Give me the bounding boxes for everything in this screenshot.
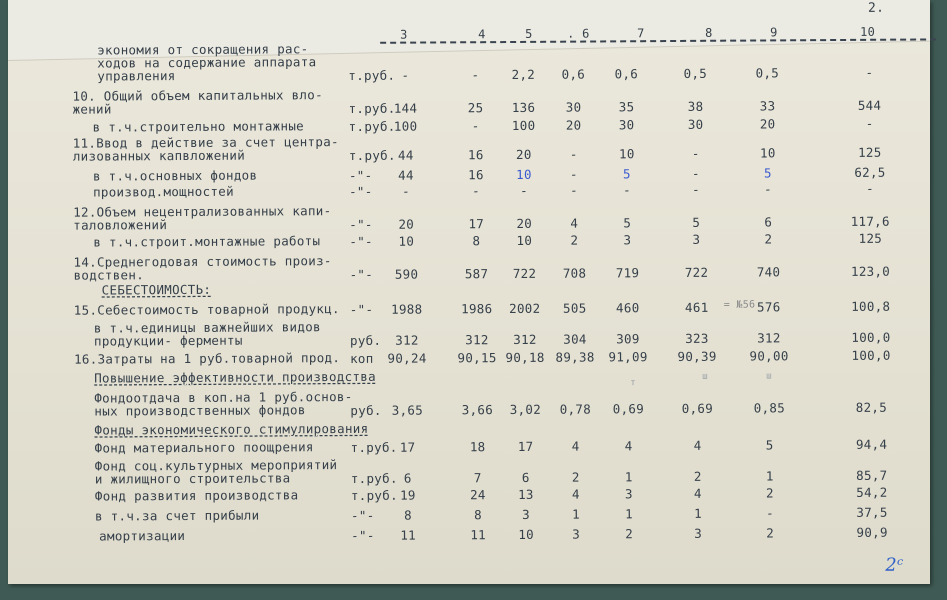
cell-value: 6 bbox=[764, 214, 773, 230]
cell-value: 1 bbox=[694, 505, 702, 521]
cell-value: 312 bbox=[757, 330, 781, 346]
cell-value: 100 bbox=[393, 118, 418, 134]
row-unit: т.руб. bbox=[348, 67, 396, 83]
cell-value: 90,00 bbox=[749, 348, 789, 364]
cell-value: 10 bbox=[618, 146, 635, 162]
cell-value: 16 bbox=[467, 147, 484, 163]
cell-value: 2 bbox=[766, 525, 775, 541]
page-number: 2. bbox=[867, 0, 885, 16]
row-unit: т.руб. bbox=[350, 439, 398, 455]
cell-value: 25 bbox=[467, 100, 484, 116]
cell-value: 2 bbox=[571, 469, 580, 485]
row-unit: -"- bbox=[349, 233, 373, 249]
cell-value: - bbox=[866, 180, 874, 196]
cell-value: 0,78 bbox=[559, 401, 592, 417]
cell-value: 37,5 bbox=[856, 504, 888, 520]
cell-value: 1 bbox=[625, 506, 633, 522]
cell-value: 1 bbox=[765, 468, 774, 484]
column-header: 7 bbox=[637, 26, 645, 41]
cell-value: 6 bbox=[521, 469, 530, 485]
cell-value: 90,39 bbox=[677, 348, 717, 364]
cell-value: 100,8 bbox=[851, 298, 891, 314]
cell-value: 4 bbox=[571, 438, 580, 454]
cell-value: 17 bbox=[399, 439, 416, 455]
row-label: Фонд материального поощрения bbox=[94, 439, 314, 456]
cell-value: 30 bbox=[687, 116, 704, 132]
cell-value: 3,65 bbox=[391, 402, 424, 418]
cell-value: 20 bbox=[516, 215, 533, 231]
row-unit: т.руб. bbox=[350, 487, 398, 503]
row-label: 10. Общий объем капитальных вло- жений bbox=[72, 87, 323, 117]
row-label: Фондоотдача в коп.на 1 руб.основ- ных производственных фондов bbox=[94, 388, 353, 419]
row-label: 12.Объем нецентрализованных капи- таловложений bbox=[73, 203, 332, 233]
column-header: 9 bbox=[770, 25, 778, 40]
cell-value: 90,18 bbox=[505, 349, 545, 366]
cell-value: 4 bbox=[571, 486, 580, 502]
typed-table: 2. 3 4 5 . 6 7 8 9 10 = №56 т ш ш 2ᶜ экономия от сокращения рас- ходов на содержание аппарата управления т.руб. - - 2,2 0,6 0,6 0,5 0,5 - 10. Общий объем капитальных вло- жений т.руб. 144 25 136 30 35 38 33 544 в т.ч.строительно монтажные т.руб. 100 - 100 20 30 30 20 - 11.Ввод в действие за счет центра- лизованных капвложений т.руб. 44 16 20 - 10 - 10 125 в т.ч.основных фондов -"- 44 16 10 - 5 - 5 62,5 производ.мощностей -"- - - - - - - - - 12.Объем нецентрализованных капи- таловложений -"- 20 17 20 4 5 5 6 117,6 в т.ч.строит.монтажные работы -"- 10 8 10 2 3 3 2 125 14.Среднегодовая стоимость произ- водствен. -"- 590 587 722 708 719 722 740 123,0 СЕБЕСТОИМОСТЬ: 15.Себестоимость товарной продукц. -"- 1988 1986 2002 505 460 461 576 100,8 в т.ч.единицы важнейших видов продукции- ферменты руб. 312 312 312 304 309 323 312 100,0 16.Затраты на 1 руб.товарной прод. коп 90,24 90,15 90,18 89,38 91,09 90,39 90,00 100,0 Повышение эффективности производства Фондоотдача в коп.на 1 руб.основ- ных производственных фондов руб. 3,65 3,66 3,02 0,78 0,69 0,69 0,85 82,5 Фонды экономического стимулирования Фонд материального поощрения т.руб. 17 18 17 4 4 4 5 94,4 Фонд соц.культурных мероприятий и жилищного строительства т.руб. 6 7 6 2 1 2 1 85,7 Фонд развития производства т.руб. 19 24 13 4 3 4 2 54,2 в т.ч.за счет прибыли -"- 8 8 3 1 1 1 - 37,5 амортизации -"- 11 11 10 3 2 3 2 90,9 bbox=[0, 0, 947, 600]
cell-value: 100 bbox=[511, 117, 536, 133]
row-unit: т.руб. bbox=[350, 470, 398, 486]
cell-value: - bbox=[691, 145, 700, 161]
corner-mark: 2ᶜ bbox=[885, 554, 904, 576]
cell-value: 117,6 bbox=[850, 213, 890, 229]
cell-value: - bbox=[471, 67, 480, 83]
row-label: производ.мощностей bbox=[93, 183, 234, 200]
cell-value: 90,9 bbox=[856, 524, 888, 540]
cell-value: 505 bbox=[562, 300, 587, 316]
cell-value: 4 bbox=[693, 485, 702, 501]
cell-value: 2 bbox=[693, 468, 702, 484]
cell-value: 576 bbox=[756, 299, 781, 315]
cell-value: 85,7 bbox=[856, 467, 888, 483]
cell-value: 38 bbox=[687, 98, 704, 114]
cell-value: - bbox=[520, 182, 529, 198]
cell-value: 0,69 bbox=[612, 401, 645, 417]
row-unit: -"- bbox=[349, 216, 373, 232]
cell-value: - bbox=[569, 146, 578, 162]
column-header: 5 bbox=[525, 26, 533, 41]
cell-value: 0,5 bbox=[755, 65, 780, 81]
row-label: Фонды экономического стимулирования bbox=[94, 420, 369, 438]
row-unit: -"- bbox=[349, 301, 374, 317]
cell-value: 461 bbox=[684, 299, 709, 315]
cell-value: 10 bbox=[398, 233, 415, 249]
cell-value: 3 bbox=[623, 232, 632, 248]
header-rule bbox=[380, 38, 936, 43]
cell-value: 587 bbox=[464, 266, 489, 282]
cell-value: 6 bbox=[403, 470, 412, 486]
row-label: в т.ч.основных фондов bbox=[92, 167, 258, 184]
cell-value: 2002 bbox=[509, 300, 541, 317]
cell-value: 3 bbox=[624, 486, 633, 502]
cell-value: 62,5 bbox=[854, 164, 886, 180]
cell-value: 100,0 bbox=[851, 329, 891, 345]
row-label: амортизации bbox=[99, 528, 186, 544]
row-unit: т.руб. bbox=[348, 147, 396, 163]
cell-value: 719 bbox=[615, 265, 640, 281]
row-label: Повышение эффективности производства bbox=[94, 368, 376, 386]
cell-value: - bbox=[865, 115, 874, 131]
cell-value: 722 bbox=[684, 264, 709, 280]
cell-value: 5 bbox=[763, 165, 772, 181]
cell-value: 7 bbox=[473, 470, 482, 486]
cell-value: - bbox=[764, 181, 772, 197]
column-header: 10 bbox=[860, 24, 876, 39]
cell-value: 2 bbox=[625, 526, 634, 542]
row-unit: т.руб. bbox=[348, 118, 396, 134]
cell-value: 30 bbox=[618, 117, 635, 133]
cell-value: 82,5 bbox=[855, 399, 888, 415]
cell-value: 1986 bbox=[461, 301, 493, 317]
cell-value: 3 bbox=[692, 231, 701, 247]
cell-value: 20 bbox=[565, 117, 582, 133]
cell-value: 2 bbox=[764, 231, 773, 247]
cell-value: - bbox=[766, 505, 774, 521]
cell-value: 4 bbox=[570, 215, 579, 231]
cell-value: 144 bbox=[393, 100, 418, 116]
cell-value: 3,66 bbox=[461, 402, 494, 418]
cell-value: 544 bbox=[857, 97, 882, 113]
cell-value: 0,69 bbox=[681, 400, 714, 416]
cell-value: - bbox=[471, 118, 480, 134]
row-label: 14.Среднегодовая стоимость произ- водствен. bbox=[73, 253, 332, 283]
cell-value: 5 bbox=[692, 214, 701, 230]
cell-value: 0,5 bbox=[683, 65, 708, 81]
cell-value: 1 bbox=[624, 469, 633, 485]
cell-value: 13 bbox=[518, 486, 534, 502]
row-unit: -"- bbox=[350, 507, 375, 523]
cell-value: 44 bbox=[397, 147, 414, 163]
row-label: экономия от сокращения рас- ходов на содержание аппарата управления bbox=[97, 41, 317, 84]
cell-value: 460 bbox=[615, 300, 640, 316]
cell-value: 1988 bbox=[391, 301, 423, 317]
row-unit: коп bbox=[350, 350, 374, 366]
cell-value: 10 bbox=[516, 166, 532, 182]
cell-value: 312 bbox=[513, 331, 537, 347]
cell-value: 590 bbox=[394, 266, 419, 282]
cell-value: 19 bbox=[400, 487, 416, 503]
cell-value: 10 bbox=[759, 145, 776, 161]
cell-value: - bbox=[623, 182, 632, 198]
cell-value: 722 bbox=[512, 265, 537, 281]
row-unit: -"- bbox=[349, 266, 374, 282]
cell-value: 740 bbox=[756, 264, 781, 280]
row-label: в т.ч.строит.монтажные работы bbox=[93, 233, 321, 250]
cell-value: 4 bbox=[624, 438, 633, 454]
cell-value: 708 bbox=[562, 265, 587, 281]
cell-value: 312 bbox=[465, 332, 489, 348]
cell-value: 8 bbox=[404, 507, 412, 523]
cell-value: 125 bbox=[858, 144, 882, 160]
cell-value: 304 bbox=[563, 331, 587, 347]
cell-value: 20 bbox=[759, 116, 776, 132]
row-unit: -"- bbox=[351, 527, 375, 543]
cell-value: 24 bbox=[470, 487, 486, 503]
column-header: . 6 bbox=[567, 26, 590, 41]
cell-value: 323 bbox=[685, 330, 709, 346]
cell-value: 8 bbox=[472, 233, 481, 249]
cell-value: 100,0 bbox=[851, 347, 891, 363]
cell-value: 1 bbox=[572, 506, 580, 522]
cell-value: 20 bbox=[398, 216, 415, 232]
row-label: 16.Затраты на 1 руб.товарной прод. bbox=[74, 350, 341, 367]
cell-value: 4 bbox=[693, 437, 702, 453]
cell-value: 90,15 bbox=[457, 350, 497, 366]
cell-value: 136 bbox=[511, 99, 536, 115]
cell-value: 17 bbox=[517, 438, 534, 454]
cell-value: 2,2 bbox=[511, 66, 536, 82]
cell-value: 11 bbox=[400, 527, 417, 543]
row-unit: -"- bbox=[348, 167, 373, 183]
cell-value: 0,6 bbox=[561, 66, 586, 82]
row-label: Фонд развития производства bbox=[94, 487, 299, 504]
cell-value: 125 bbox=[858, 230, 883, 246]
cell-value: 3 bbox=[522, 506, 530, 522]
column-header: 8 bbox=[705, 25, 713, 40]
cell-value: 2 bbox=[765, 485, 774, 501]
column-header: 3 bbox=[400, 27, 408, 42]
cell-value: 35 bbox=[618, 99, 635, 115]
cell-value: 3,02 bbox=[509, 401, 542, 418]
cell-value: 312 bbox=[395, 332, 419, 348]
row-label: 11.Ввод в действие за счет центра- лизованных капвложений bbox=[72, 134, 339, 164]
row-unit: руб. bbox=[350, 402, 382, 418]
handwritten-note: = №56 bbox=[723, 299, 756, 311]
cell-value: 16 bbox=[468, 167, 484, 183]
column-header: 4 bbox=[478, 27, 486, 42]
cell-value: 0,6 bbox=[614, 66, 639, 82]
cell-value: 10 bbox=[516, 232, 533, 248]
cell-value: 89,38 bbox=[555, 349, 595, 365]
cell-value: 11 bbox=[470, 527, 487, 543]
cell-value: 91,09 bbox=[608, 349, 648, 365]
cell-value: 17 bbox=[468, 216, 485, 232]
row-unit: т.руб. bbox=[348, 100, 396, 116]
row-label: в т.ч.единицы важнейших видов продукции- ферменты bbox=[93, 319, 321, 349]
cell-value: 5 bbox=[765, 437, 774, 453]
cell-value: - bbox=[570, 182, 579, 198]
cell-value: 33 bbox=[759, 98, 776, 114]
cell-value: 8 bbox=[474, 507, 482, 523]
cell-value: - bbox=[865, 64, 874, 80]
row-label: Фонд соц.культурных мероприятий и жилищного строительства bbox=[94, 457, 338, 487]
cell-value: - bbox=[472, 183, 481, 199]
cell-value: 54,2 bbox=[856, 484, 888, 500]
cell-value: 0,85 bbox=[753, 400, 786, 416]
cell-value: 94,4 bbox=[855, 436, 888, 452]
cell-value: - bbox=[402, 183, 411, 199]
cell-value: - bbox=[692, 181, 700, 197]
cell-value: 5 bbox=[622, 166, 631, 182]
cell-value: 44 bbox=[398, 167, 414, 183]
cell-value: 309 bbox=[616, 331, 640, 347]
row-unit: -"- bbox=[349, 183, 373, 199]
cell-value: 123,0 bbox=[850, 263, 891, 279]
cell-value: 10 bbox=[518, 526, 535, 542]
cell-value: 3 bbox=[572, 526, 581, 542]
cell-value: - bbox=[401, 67, 410, 83]
cell-value: 2 bbox=[570, 232, 579, 248]
cell-value: - bbox=[569, 166, 578, 182]
cell-value: 3 bbox=[694, 525, 703, 541]
row-label: СЕБЕСТОИМОСТЬ: bbox=[101, 281, 212, 298]
cell-value: - bbox=[691, 165, 700, 181]
cell-value: 5 bbox=[623, 215, 632, 231]
row-unit: руб. bbox=[349, 332, 382, 348]
cell-value: 90,24 bbox=[387, 350, 427, 366]
cell-value: 18 bbox=[469, 439, 486, 455]
row-label: в т.ч.за счет прибыли bbox=[94, 507, 260, 524]
cell-value: 30 bbox=[565, 99, 582, 115]
cell-value: 20 bbox=[515, 146, 532, 162]
row-label: 15.Себестоимость товарной продукц. bbox=[73, 301, 340, 318]
row-label: в т.ч.строительно монтажные bbox=[92, 118, 304, 135]
